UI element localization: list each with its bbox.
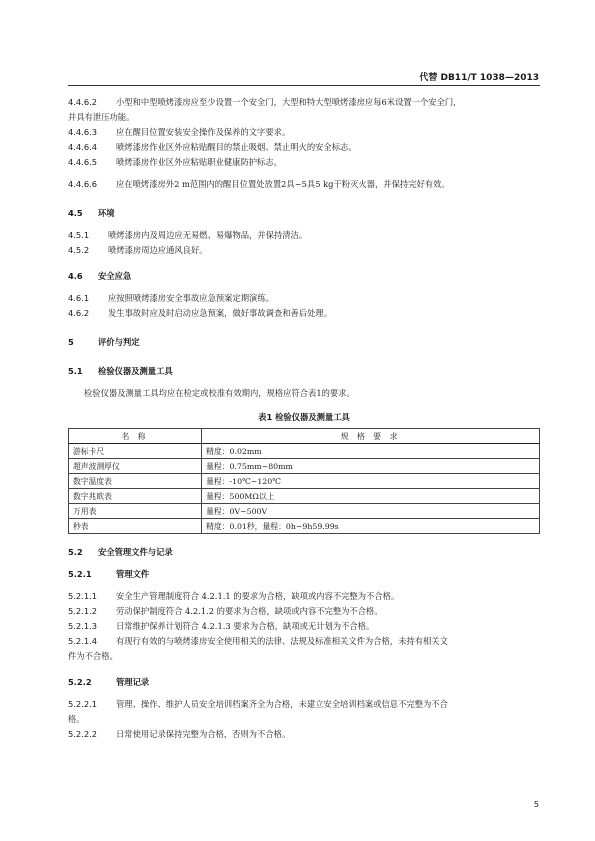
table-cell-name: 数字兆欧表 [69,489,202,504]
clause-text: 管理、操作、维护人员安全培训档案齐全为合格，未建立安全培训档案或信息不完整为不合 [116,699,448,709]
table-cell-spec: 量程：0.75mm~80mm [202,459,540,474]
section-number: 5.2.1 [68,569,92,579]
section-number: 4.5 [68,208,83,218]
section-title: 检验仪器及测量工具 [98,366,173,376]
clause-4-4-6-5 [68,155,540,170]
clause-number: 4.6.2 [68,308,90,318]
clause-text-continued: 并具有泄压功能。 [68,112,135,122]
clause-text-continued: 格。 [68,714,85,724]
table-cell-spec: 量程：500MΩ以上 [202,489,540,504]
clause-number: 5.2.1.2 [68,606,98,616]
section-title: 管理文件 [116,569,150,579]
clause-text: 喷烤漆房内及周边应无易燃、易爆物品，并保持清洁。 [108,230,308,240]
clause-4-4-6-2-cont [68,110,540,125]
clause-5-2-1-1 [68,589,540,604]
clause-text: 安全生产管理制度符合 4.2.1.1 的要求为合格，缺项或内容不完整为不合格。 [116,591,400,601]
clause-text: 喷烤漆房作业区外应粘贴醒目的禁止吸烟、禁止明火的安全标志。 [116,142,357,152]
clause-number: 5.2.2.1 [68,699,98,709]
clause-5-2-1-2 [68,604,540,619]
table-title: 表1 检验仪器及测量工具 [258,412,350,422]
clause-4-6-2 [68,306,540,321]
section-title: 安全管理文件与记录 [98,547,173,557]
section-heading-5-2-2 [68,675,540,690]
clause-number: 5.2.2.2 [68,729,98,739]
clause-number: 4.6.1 [68,293,90,303]
clause-text: 喷烤漆房作业区外应粘贴职业健康防护标志。 [116,157,282,167]
clause-4-5-1 [68,228,540,243]
table-row [69,519,540,534]
clause-number: 4.4.6.4 [68,142,98,152]
table-row [69,459,540,474]
clause-4-4-6-6 [68,177,540,192]
clause-5-2-2-1 [68,697,540,712]
section-title: 管理记录 [116,677,150,687]
clause-text: 应在喷烤漆房外2 m范围内的醒目位置处放置2具~5具5 kg干粉灭火器，并保持完好有效。 [116,179,450,189]
clause-text: 应按照喷烤漆房安全事故应急预案定期演练。 [108,293,274,303]
table-row [69,504,540,519]
section-5-1-body: 检验仪器及测量工具均应在检定或校准有效期内，规格应符合表1的要求。 [84,388,355,398]
clause-text: 有现行有效的与喷烤漆房安全使用相关的法律、法规及标准相关文件为合格，未持有相关文 [116,636,448,646]
clause-4-4-6-2 [68,95,540,110]
clause-number: 4.4.6.6 [68,179,98,189]
section-title: 环境 [98,208,115,218]
table-row [69,474,540,489]
page-number: 5 [533,800,539,809]
clause-4-6-1 [68,291,540,306]
clause-number: 5.2.1.1 [68,591,98,601]
table-cell-name: 超声波测厚仪 [69,459,202,474]
clause-text: 喷烤漆房周边应通风良好。 [108,245,208,255]
header-rule [68,85,540,86]
clause-text-continued: 件为不合格。 [68,651,118,661]
table-row [69,444,540,459]
table-cell-name: 秒表 [69,519,202,534]
section-heading-4-6 [68,269,540,284]
table-header-row [69,429,540,444]
clause-text: 发生事故时应及时启动应急预案，做好事故调查和善后处理。 [108,308,333,318]
clause-5-2-1-4 [68,634,540,649]
table-cell-spec: 量程：0V~500V [202,504,540,519]
table-cell-name: 数字温度表 [69,474,202,489]
section-heading-5-2-1 [68,567,540,582]
clause-4-4-6-4 [68,140,540,155]
clause-text: 日常维护保养计划符合 4.2.1.3 要求为合格，缺项或无计划为不合格。 [116,621,375,631]
standard-code-header: 代替 DB11/T 1038—2013 [419,73,539,83]
clause-number: 4.4.6.5 [68,157,98,167]
section-number: 5.2 [68,547,83,557]
clause-5-2-1-3 [68,619,540,634]
table-row [69,489,540,504]
clause-4-4-6-3 [68,125,540,140]
section-heading-5-1 [68,364,540,379]
section-number: 5.2.2 [68,677,92,687]
clause-text: 应在醒目位置安装安全操作及保养的文字要求。 [116,127,291,137]
clause-4-5-2 [68,243,540,258]
section-number: 4.6 [68,271,83,281]
clause-5-2-2-2 [68,727,540,742]
section-number: 5 [68,337,74,347]
section-title: 安全应急 [98,271,132,281]
table-cell-name: 万用表 [69,504,202,519]
clause-number: 4.4.6.3 [68,127,98,137]
clause-5-2-1-4-cont [68,649,540,664]
clause-text: 小型和中型喷烤漆房应至少设置一个安全门，大型和特大型喷烤漆房应每6米设置一个安全门， [116,97,462,107]
clause-number: 4.4.6.2 [68,97,98,107]
clause-text: 日常使用记录保持完整为合格，否则为不合格。 [116,729,291,739]
section-number: 5.1 [68,366,83,376]
clause-number: 4.5.1 [68,230,90,240]
clause-number: 4.5.2 [68,245,90,255]
table-header-name: 名 称 [69,429,202,444]
table-header-spec: 规 格 要 求 [202,429,540,444]
instruments-table [68,428,540,534]
clause-text: 劳动保护制度符合 4.2.1.2 的要求为合格，缺项或内容不完整为不合格。 [116,606,383,616]
section-heading-5 [68,335,540,350]
section-title: 评价与判定 [98,337,140,347]
section-heading-5-2 [68,545,540,560]
table-cell-name: 游标卡尺 [69,444,202,459]
clause-number: 5.2.1.3 [68,621,98,631]
section-heading-4-5 [68,206,540,221]
table-cell-spec: 精度：0.01秒，量程：0h~9h59.99s [202,519,540,534]
table-cell-spec: 量程：-10℃~120℃ [202,474,540,489]
page-content [68,95,540,742]
table-cell-spec: 精度：0.02mm [202,444,540,459]
clause-number: 5.2.1.4 [68,636,98,646]
clause-5-2-2-1-cont [68,712,540,727]
